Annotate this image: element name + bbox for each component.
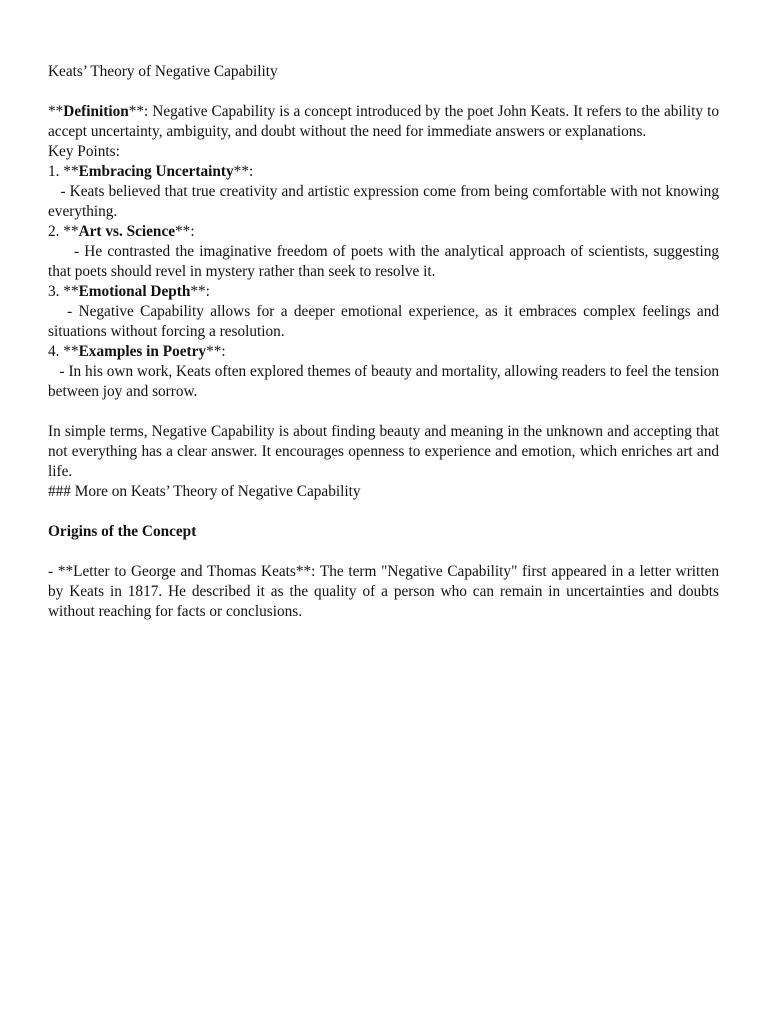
definition-text: **: Negative Capability is a concept introduced by the poet John Keats. It refers to the ability to accept uncertainty, ambiguity, and doubt without the need for immediate answers or explanations.: [48, 103, 719, 140]
point-2-prefix: 2. **: [48, 223, 79, 240]
point-3-label: Emotional Depth: [78, 283, 191, 300]
spacer: [48, 402, 719, 422]
spacer: [48, 82, 719, 102]
more-heading: ### More on Keats’ Theory of Negative Capability: [48, 483, 361, 500]
point-4-heading: [48, 342, 719, 362]
point-3-suffix: **:: [190, 283, 210, 300]
point-2-suffix: **:: [175, 223, 195, 240]
point-3-detail: - Negative Capability allows for a deeper emotional experience, as it embraces complex feelings and situations without forcing a resolution.: [48, 303, 723, 340]
origins-heading: Origins of the Concept: [48, 523, 197, 540]
point-1-prefix: 1. **: [48, 163, 79, 180]
document-title: Keats’ Theory of Negative Capability: [48, 63, 278, 80]
spacer: [48, 542, 719, 562]
definition-paragraph: [48, 102, 719, 142]
point-1-detail: - Keats believed that true creativity and artistic expression come from being comfortable with not knowing everything.: [48, 183, 723, 220]
point-1-suffix: **:: [233, 163, 254, 180]
definition-label: Definition: [63, 103, 129, 120]
document-body: [48, 62, 723, 622]
point-4-suffix: **:: [206, 343, 226, 360]
point-2-detail: - He contrasted the imaginative freedom of poets with the analytical approach of scientists, suggesting that poets should revel in mystery rather than seek to resolve it.: [48, 243, 723, 280]
spacer: [48, 502, 719, 522]
point-2-heading: [48, 222, 719, 242]
origins-paragraph: - **Letter to George and Thomas Keats**: The term "Negative Capability" first appeared in a letter written by Keats in 1817. He described it as the quality of a person who can remain in uncertainties and doubts without reaching for facts or conclusions.: [48, 563, 719, 620]
point-2-label: Art vs. Science: [78, 223, 176, 240]
summary-paragraph: In simple terms, Negative Capability is about finding beauty and meaning in the unknown and accepting that not everything has a clear answer. It encourages openness to experience and emotion, which enriches art and life.: [48, 423, 719, 480]
point-1-label: Embracing Uncertainty: [78, 163, 234, 180]
point-3-heading: [48, 282, 719, 302]
point-4-detail: - In his own work, Keats often explored themes of beauty and mortality, allowing readers to feel the tension between joy and sorrow.: [48, 363, 723, 400]
point-4-label: Examples in Poetry: [78, 343, 207, 360]
definition-prefix: **: [48, 103, 64, 120]
point-1-heading: [48, 162, 719, 182]
key-points-heading: Key Points:: [48, 143, 120, 160]
point-4-prefix: 4. **: [48, 343, 79, 360]
point-3-prefix: 3. **: [48, 283, 79, 300]
